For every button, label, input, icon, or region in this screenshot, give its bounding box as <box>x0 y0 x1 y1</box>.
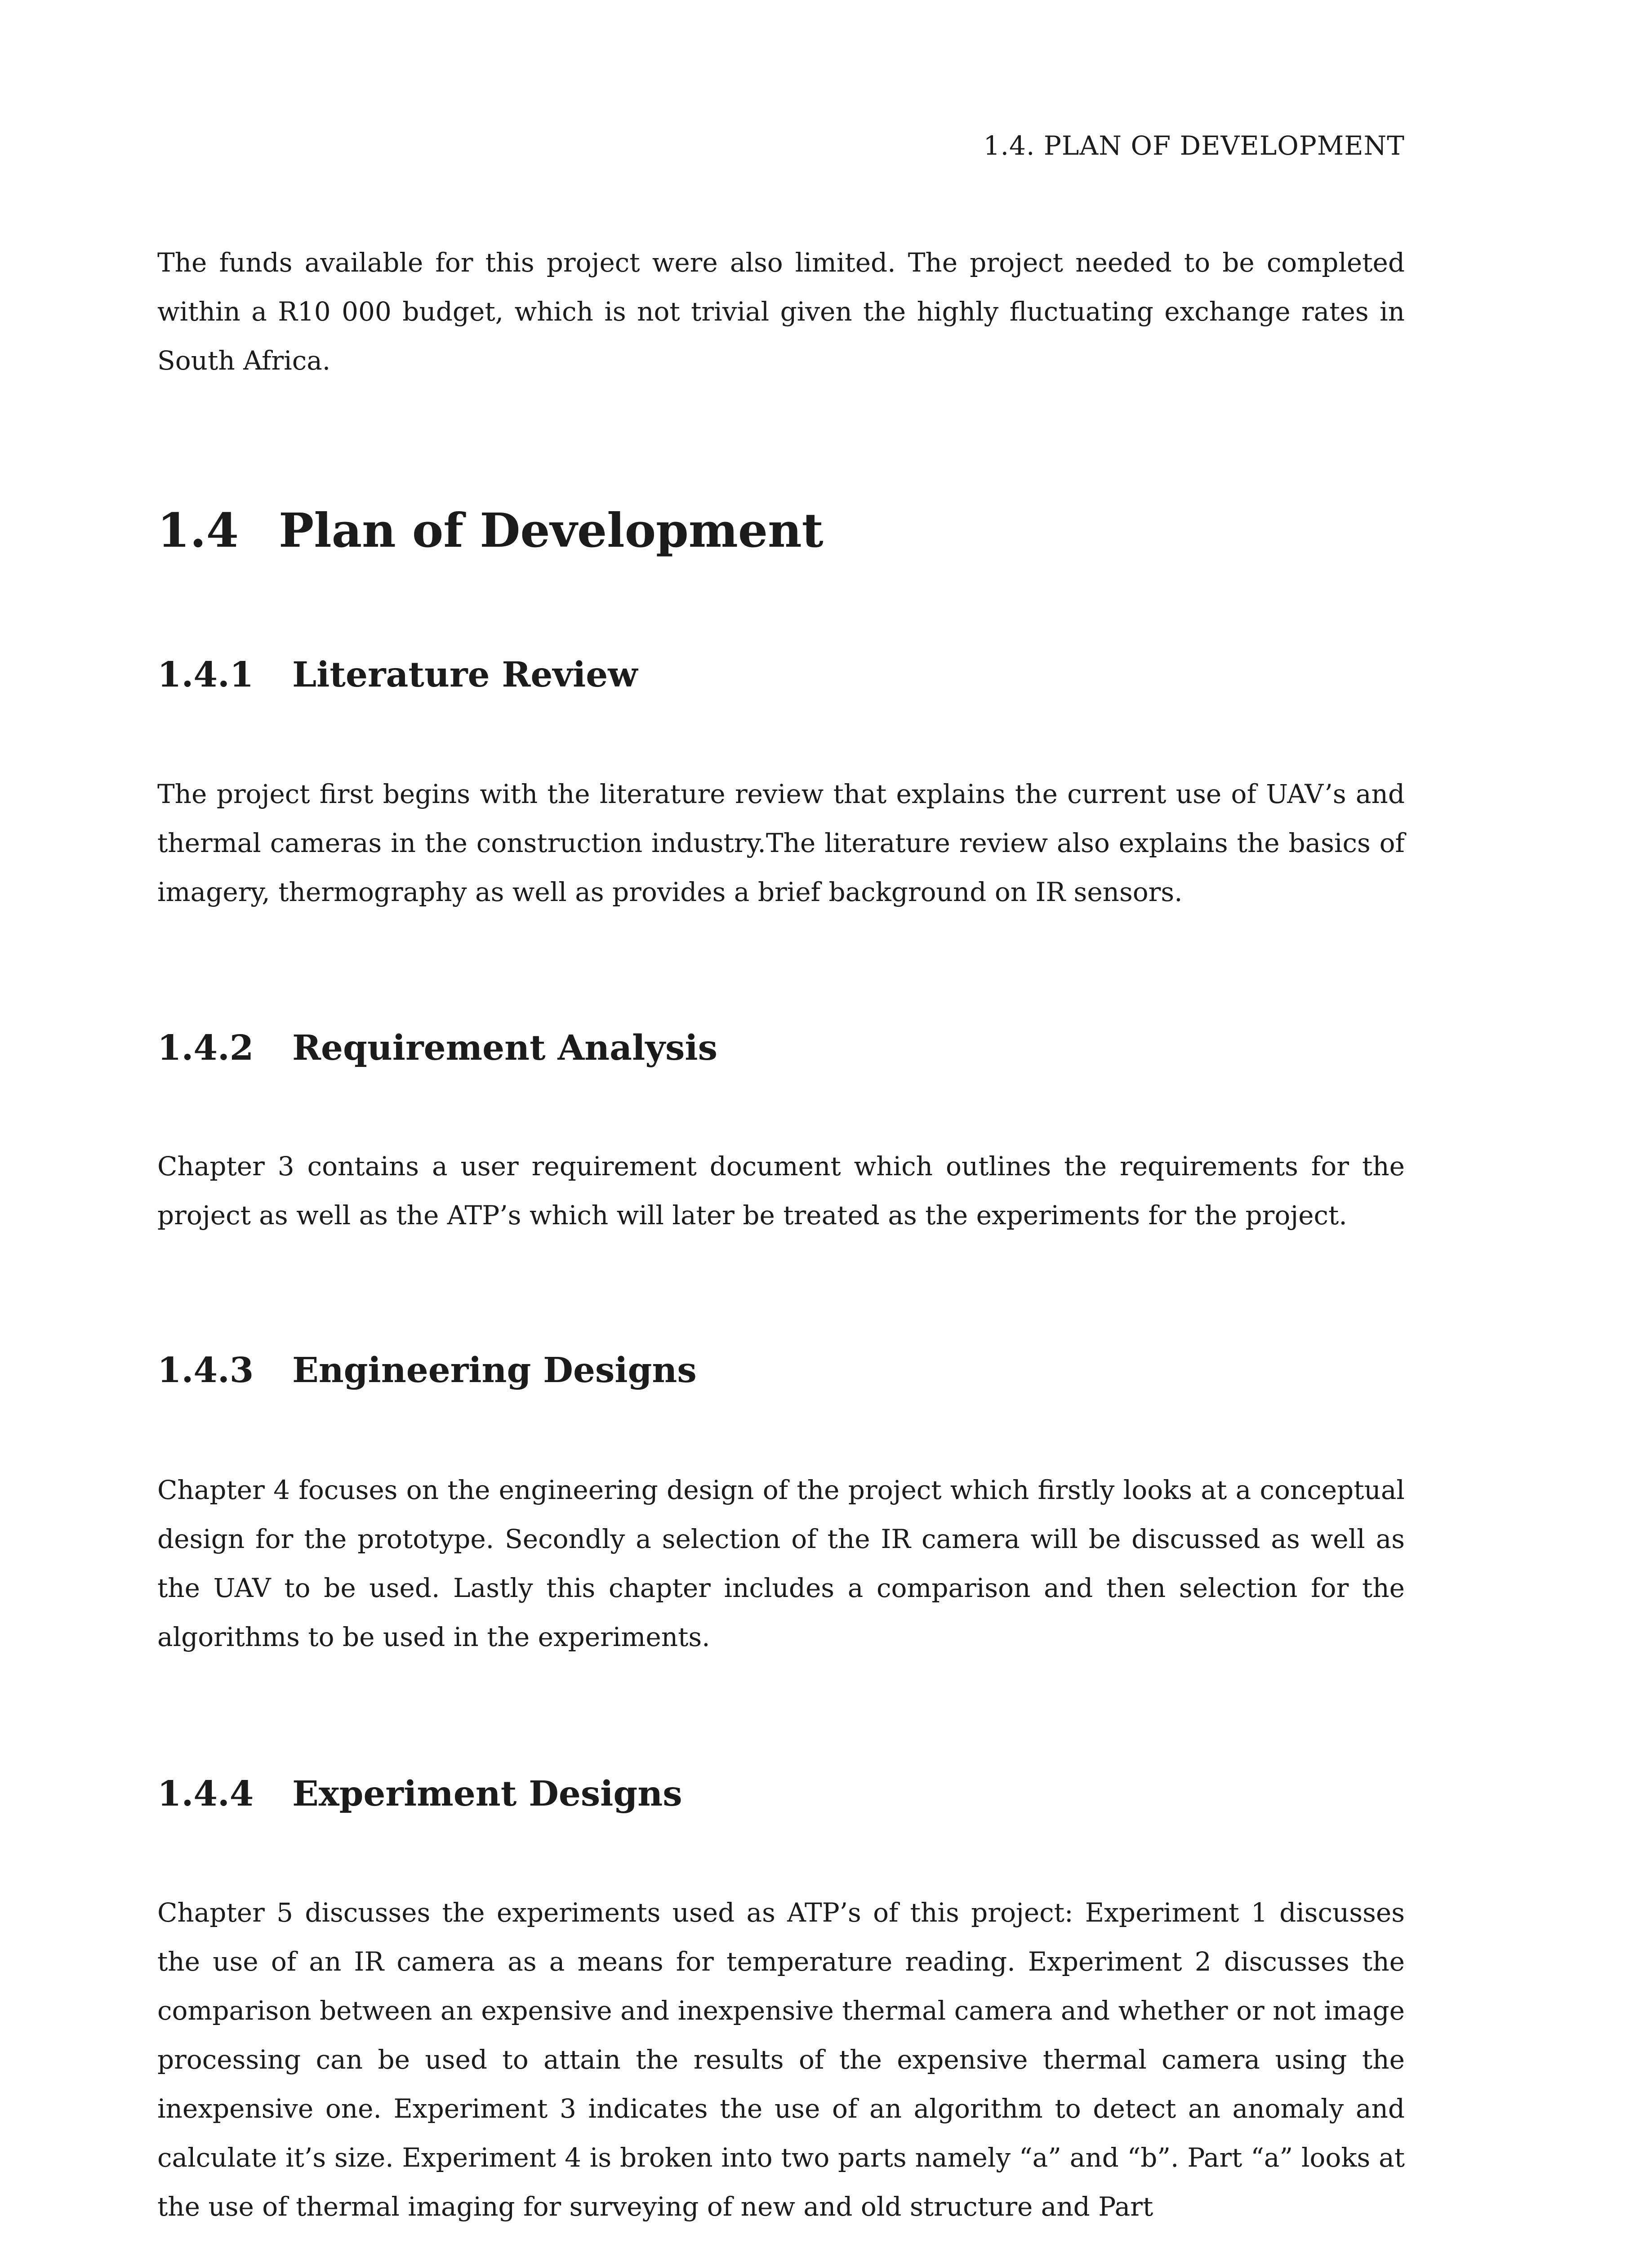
subsection-title: Engineering Designs <box>292 1350 697 1391</box>
subsection-heading-literature-review <box>157 655 638 695</box>
requirement-analysis-paragraph: Chapter 3 contains a user requirement document which outlines the requirements for the project as well as the ATP’s which will later be treated as the experiments for the project. <box>157 1151 1405 1231</box>
literature-review-block <box>157 770 1405 917</box>
engineering-designs-block <box>157 1466 1405 1662</box>
literature-review-paragraph: The project first begins with the literature review that explains the current use of UAV’s and thermal cameras in the construction industry.The literature review also explains the basics of imagery, thermography as well as provides a brief background on IR sensors. <box>157 779 1405 907</box>
subsection-number: 1.4.1 <box>157 655 254 695</box>
subsection-title: Requirement Analysis <box>292 1028 717 1068</box>
section-heading <box>157 503 824 558</box>
experiment-designs-block <box>157 1888 1405 2231</box>
requirement-analysis-block <box>157 1142 1405 1240</box>
subsection-number: 1.4.2 <box>157 1028 254 1068</box>
section-number: 1.4 <box>157 503 239 558</box>
engineering-designs-paragraph: Chapter 4 focuses on the engineering design of the project which firstly looks at a conceptual design for the prototype. Secondly a selection of the IR camera will be discussed as well as the UAV to be used. Lastly this chapter includes a comparison and then selection for the algorithms to be used in the experiments. <box>157 1475 1405 1652</box>
intro-paragraph: The funds available for this project were also limited. The project needed to be completed within a R10 000 budget, which is not trivial given the highly fluctuating exchange rates in South Africa. <box>157 247 1405 376</box>
document-page <box>157 0 1405 2248</box>
subsection-title: Experiment Designs <box>292 1774 682 1814</box>
intro-paragraph-block <box>157 238 1405 385</box>
subsection-heading-experiment-designs <box>157 1774 682 1814</box>
subsection-number: 1.4.3 <box>157 1350 254 1391</box>
experiment-designs-paragraph: Chapter 5 discusses the experiments used as ATP’s of this project: Experiment 1 discusses the use of an IR camera as a means for temperature reading. Experiment 2 discusses the comparison between an expensive and inexpensive thermal camera and whether or not image processing can be used to attain the results of the expensive thermal camera using the inexpensive one. Experiment 3 indicates the use of an algorithm to detect an anomaly and calculate it’s size. Experiment 4 is broken into two parts namely “a” and “b”. Part “a” looks at the use of thermal imaging for surveying of new and old structure and Part <box>157 1897 1405 2222</box>
subsection-heading-requirement-analysis <box>157 1028 717 1068</box>
section-title: Plan of Development <box>279 503 824 558</box>
subsection-heading-engineering-designs <box>157 1350 697 1391</box>
subsection-number: 1.4.4 <box>157 1774 254 1814</box>
subsection-title: Literature Review <box>292 655 638 695</box>
running-head: 1.4. PLAN OF DEVELOPMENT <box>983 130 1405 161</box>
